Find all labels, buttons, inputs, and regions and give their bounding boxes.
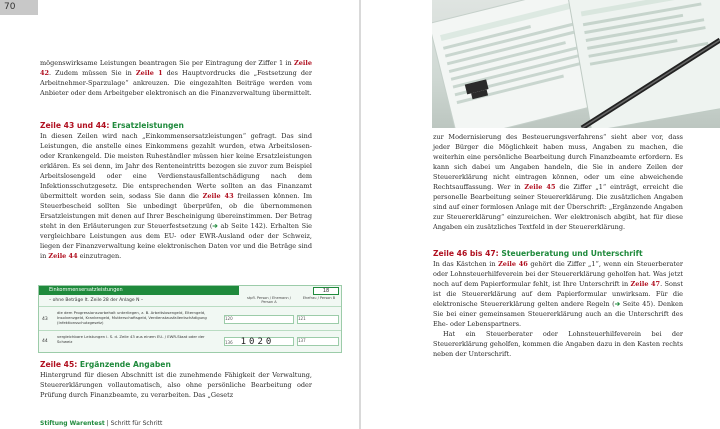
section-heading: Zeile 45: Ergänzende Angaben xyxy=(40,360,171,369)
handwritten-value: 1020 xyxy=(240,337,275,347)
line-ref-42: Zeile 42 xyxy=(40,59,312,77)
form-column-header-b: Ehefrau / Person B xyxy=(302,296,336,300)
form-field-137: 137 xyxy=(297,337,339,346)
form-column-header-a: stpfl. Person / Ehemann / Person A xyxy=(247,296,291,304)
line-ref-1: Zeile 1 xyxy=(135,69,163,77)
line-ref-46: Zeile 46 xyxy=(498,260,528,268)
tax-form-photo xyxy=(432,0,720,128)
line-ref-47: Zeile 47 xyxy=(630,280,661,288)
footer-brand: Stiftung Warentest xyxy=(40,420,105,427)
section-steuerberatung xyxy=(433,248,683,359)
line-ref-44: Zeile 44 xyxy=(48,252,78,260)
page-number-left: 70 xyxy=(0,0,38,15)
form-field-121: 121 xyxy=(297,315,339,324)
form-field-120: 120 xyxy=(224,315,294,324)
form-row-44: 44 vergleichbare Leistungen i. S. d. Zeile 43 aus einem EU- / EWR-Staat oder der Schweiz 136 1020 137 xyxy=(39,330,341,352)
line-ref-43: Zeile 43 xyxy=(202,192,234,200)
form-title: Einkommensersatzleistungen xyxy=(39,286,239,295)
section-ersatzleistungen xyxy=(40,120,312,261)
section-body: Hintergrund für diesen Abschnitt ist die zunehmende Fähigkeit der Verwaltung, Steuererklärungen vollautomatisch, also ohne persönliche Bearbeitung oder Prüfung durch Finanzbeamte, zu verarbeiten. Das „Gesetz xyxy=(40,371,312,399)
form-box-number: 18 xyxy=(313,287,339,295)
line-ref-45: Zeile 45 xyxy=(524,183,556,191)
right-continued-paragraph: zur Modernisierung des Besteuerungsverfahrens“ sieht aber vor, dass jeder Bürger die Möglichkeit haben muss, Angaben zu machen, die weiterhin eine persönliche Bearbeitung durch Finanzbeamte erfordern. Es kann sich dabei um Angaben handeln, die Sie in andere Zeilen der Steuererklärung nicht eintragen können, oder um eine abweichende Rechtsauffassung. Wer in Zeile 45 die Ziffer „1“ einträgt, erreicht die personelle Bearbeitung seiner Steuererklärung. Die zusätzlichen Angaben sind auf einer formlosen Anlage mit der Überschrift: „Ergänzende Angaben zur Steuererklärung“ einzureichen. Wer elektronisch abgibt, hat für diese Angaben ein zusätzliches Textfeld in der Steuererklärung. xyxy=(433,133,683,231)
arrow-icon: ➔ xyxy=(212,222,218,230)
arrow-icon: ➔ xyxy=(614,300,621,308)
form-field-136: 136 1020 xyxy=(224,337,294,346)
section-heading: Zeile 46 bis 47: Steuerberatung und Unterschrift xyxy=(433,249,643,258)
form-subtitle: – ohne Beträge lt. Zeile 28 der Anlage N – xyxy=(49,298,144,303)
section-heading: Zeile 43 und 44: Ersatzleistungen xyxy=(40,121,184,130)
photo-illustration xyxy=(432,0,720,128)
section-body: In das Kästchen in Zeile 46 gehört die Ziffer „1“, wenn ein Steuerberater oder Lohnsteuerhilfeverein bei der Steuererklärung geholfen hat. Was jetzt noch auf dem Papierformular fehlt, ist Ihre Unterschrift in Zeile 47. Sonst ist die Steuererklärung auf dem Papierformular unwirksam. Für die elektronische Steuererklärung gelten andere Regeln (➔ Seite 45). Denken Sie bei einer gemeinsamen Steuererklärung auch an die Unterschrift des Ehe- oder Lebenspartners. Hat ein Steuerberater oder Lohnsteuerhilfeverein bei der Steuererklärung geholfen, kommen die Angaben dazu in den Kasten rechts neben der Unterschrift. xyxy=(433,260,683,358)
section-ergaenzende-angaben xyxy=(40,359,312,400)
form-row-43: 43 die dem Progressionsvorbehalt unterliegen, z. B. Arbeitslosengeld, Elterngeld, Insolvenzgeld, Krankengeld, Mutterschaftsgeld, Verdienstausfallentschädigung (Infektionsschutzgesetz) 120 121 xyxy=(39,306,341,330)
page-footer: Stiftung Warentest | Schritt für Schritt xyxy=(40,420,163,427)
footer-title: Schritt für Schritt xyxy=(110,420,163,427)
left-page xyxy=(0,0,359,429)
section-body: In diesen Zeilen wird nach „Einkommensersatzleistungen“ gefragt. Das sind Leistungen, die anstelle eines Einkommens gezahlt wurden, etwa Arbeitslosen- oder Krankengeld. Die meisten Ruheständler müssen hier keine Ersatzleistungen erklären. Es sei denn, im Jahr des Renteneintritts bezogen sie zuvor zum Beispiel Arbeitslosengeld oder eine Verdienstausfallentschädigung nach dem Infektionsschutzgesetz. Die entsprechenden Werte sollten an das Finanzamt übermittelt worden sein, sodass Sie dann die Zeile 43 freilassen können. Im Steuerbescheid sollten Sie unbedingt überprüfen, ob die übernommenen Ersatzleistungen mit denen auf Ihrer Bescheinigung übereinstimmen. Der Betrag steht in den Erläuterungen zur Steuerfestsetzung (➔ ab Seite 142). Erhalten Sie vergleichbare Leistungen aus dem EU- oder EWR-Ausland oder der Schweiz, liegen der Finanzverwaltung keine elektronischen Daten vor und die Beträge sind in Zeile 44 einzutragen. xyxy=(40,132,313,260)
left-intro-paragraph: mögenswirksame Leistungen beantragen Sie per Eintragung der Ziffer 1 in Zeile 42. Zudem müssen Sie in Zeile 1 des Hauptvordrucks die „Festsetzung der Arbeitnehmer-Sparzulage“ ankreuzen. Die eingezahlten Beiträge werden vom Anbieter oder dem Arbeitgeber elektronisch an die Finanzverwaltung übermittelt. xyxy=(40,59,312,97)
tax-form-excerpt xyxy=(38,285,342,353)
